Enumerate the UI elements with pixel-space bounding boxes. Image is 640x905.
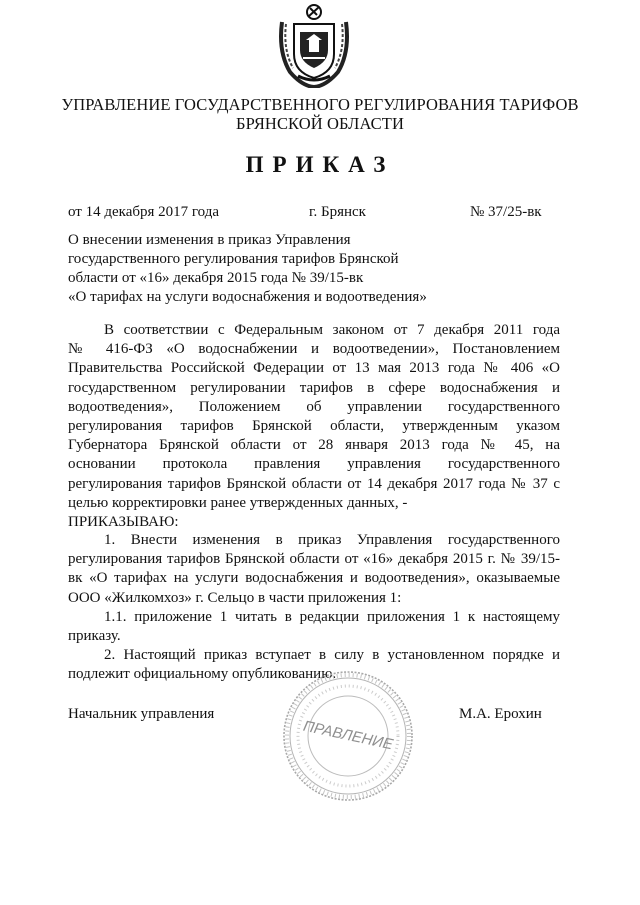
- order-item-line: 1. Внести изменения в приказ Управления государственного: [104, 532, 560, 548]
- order-date: от 14 декабря 2017 года: [68, 204, 220, 220]
- preamble-line: В соответствии с Федеральным законом от 7 декабря 2011 года: [104, 322, 560, 338]
- official-stamp: [280, 668, 416, 804]
- document-title: ПРИКАЗ: [245, 152, 395, 177]
- signatory-position: Начальник управления: [68, 706, 215, 722]
- order-city: г. Брянск: [309, 204, 366, 220]
- signatory-name: М.А. Ерохин: [459, 706, 542, 722]
- preamble-line: государственном регулировании тарифов в сфере водоснабжения и: [68, 379, 560, 396]
- subject-line: государственного регулирования тарифов Брянской: [68, 251, 399, 267]
- order-items: [68, 531, 560, 685]
- preamble-line: № 416-ФЗ «О водоснабжении и водоотведении», Постановлением: [68, 341, 560, 358]
- preamble-line: Правительства Российской Федерации от 13 мая 2013 года № 406 «О: [68, 360, 560, 377]
- preamble-line: Губернатора Брянской области от 28 января 2013 года № 45, на: [68, 437, 560, 454]
- order-item-line: вк «О тарифах на услуги водоснабжения и водоотведения», оказываемые: [68, 570, 560, 587]
- subject-line: «О тарифах на услуги водоснабжения и водоотведения»: [68, 289, 427, 305]
- order-number: № 37/25-вк: [470, 204, 542, 220]
- order-subject: [68, 231, 448, 307]
- order-item-line: 2. Настоящий приказ вступает в силу в установленном порядке и: [104, 647, 560, 664]
- preamble-paragraph: [68, 321, 560, 532]
- subject-line: О внесении изменения в приказ Управления: [68, 232, 351, 248]
- org-name-line1: УПРАВЛЕНИЕ ГОСУДАРСТВЕННОГО РЕГУЛИРОВАНИЯ ТАРИФОВ: [61, 95, 579, 114]
- preamble-line: регулирования тарифов Брянской области, утвержденным указом: [68, 418, 560, 435]
- stamp-text: ПРАВЛЕНИЕ: [301, 717, 395, 754]
- order-item-line: регулирования тарифов Брянской области от «16» декабря 2015 г. № 39/15-: [68, 551, 560, 568]
- preamble-line: целью корректировки ранее утвержденных данных, -: [68, 494, 408, 511]
- preamble-line: регулирования тарифов Брянской области от 14 декабря 2017 года № 37 с: [68, 475, 560, 492]
- order-item-line: приказу.: [68, 628, 121, 645]
- order-item-line: подлежит официальному опубликованию.: [68, 666, 337, 683]
- preamble-line: основании протокола правления управления государственного: [68, 456, 560, 473]
- coat-of-arms-icon: [276, 2, 352, 88]
- order-directive: ПРИКАЗЫВАЮ:: [68, 514, 179, 531]
- preamble-line: водоотведения», Положением об управлении государственного: [68, 398, 560, 415]
- subject-line: области от «16» декабря 2015 года № 39/15-вк: [68, 270, 364, 286]
- order-item-line: 1.1. приложение 1 читать в редакции приложения 1 к настоящему: [104, 608, 560, 625]
- org-name-line2: БРЯНСКОЙ ОБЛАСТИ: [236, 114, 404, 133]
- order-item-line: ООО «Жилкомхоз» г. Сельцо в части приложения 1:: [68, 589, 402, 606]
